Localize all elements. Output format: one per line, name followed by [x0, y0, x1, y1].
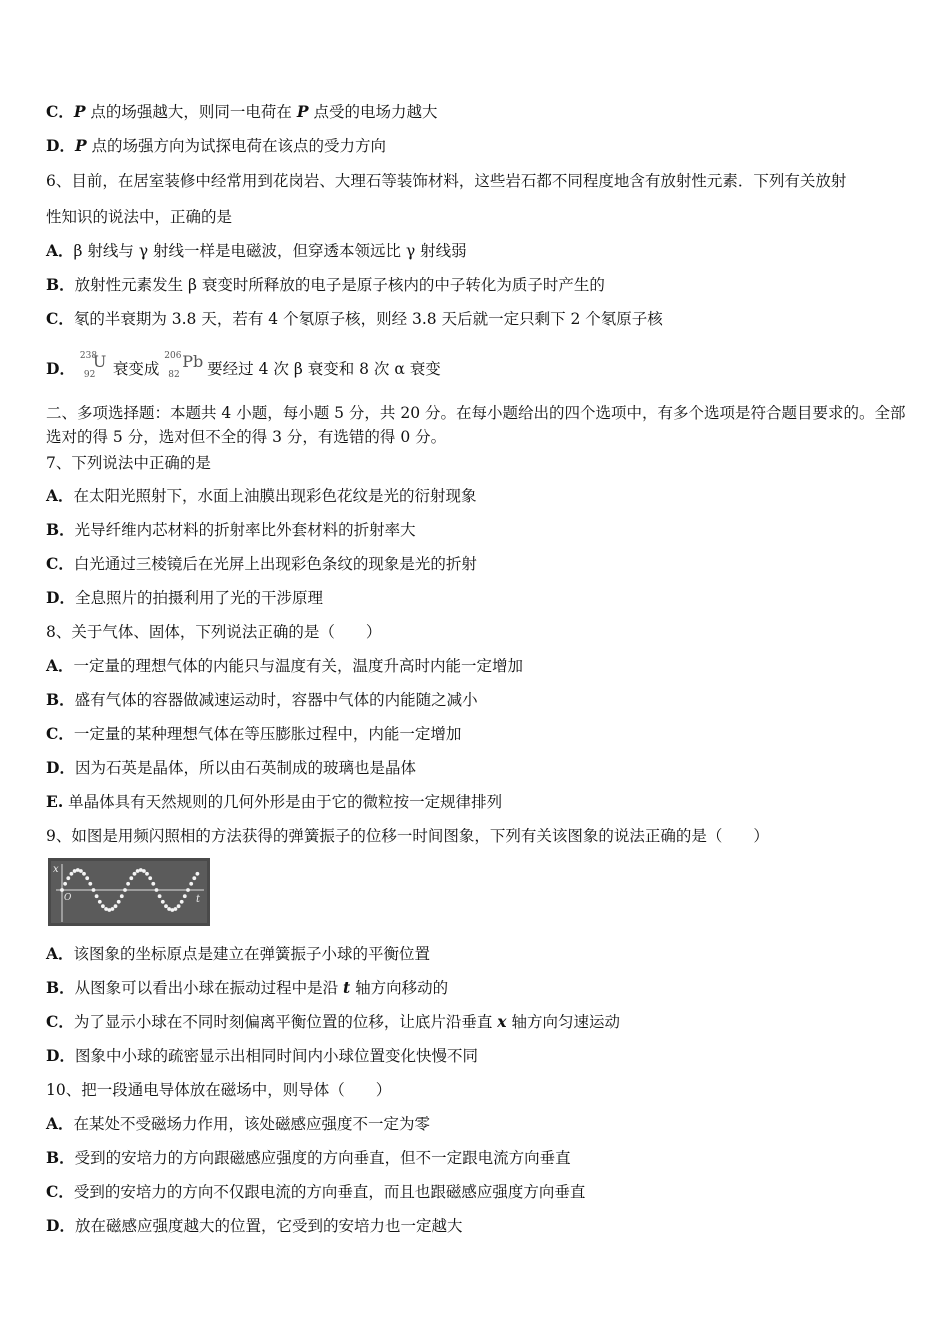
oscillator-dot [192, 876, 196, 880]
oscillator-dot [123, 888, 127, 892]
var-p: P [74, 136, 87, 155]
oscillator-dot [114, 904, 118, 908]
option-text: 点受的电场力越大 [308, 103, 438, 121]
q7-stem: 7、下列说法中正确的是 [46, 454, 211, 472]
q9-option-d [46, 1046, 478, 1066]
var-x: x [497, 1012, 507, 1031]
option-text: 从图象可以看出小球在振动过程中是沿 [74, 979, 344, 997]
option-text: 因为石英是晶体，所以由石英制成的玻璃也是晶体 [74, 759, 416, 777]
atomic-number: 92 [83, 370, 96, 380]
option-text: 全息照片的拍摄利用了光的干涉原理 [74, 589, 323, 607]
option-label: B． [46, 978, 75, 997]
oscillator-dot [164, 904, 168, 908]
q8-option-e [46, 792, 502, 812]
option-label: A． [46, 486, 74, 505]
q6-stem-line-2: 性知识的说法中，正确的是 [46, 208, 233, 226]
option-label: A． [46, 1114, 74, 1133]
q8-option-b [46, 690, 478, 710]
option-text: 盛有气体的容器做减速运动时，容器中气体的内能随之减小 [74, 691, 478, 709]
q6-option-b [46, 275, 605, 295]
option-text: 轴方向匀速运动 [506, 1013, 620, 1031]
nuclide-uranium [79, 351, 108, 380]
oscillator-dot [183, 894, 187, 898]
mass-number: 238 [79, 351, 98, 361]
q10-stem: 10、把一段通电导体放在磁场中，则导体（ ） [46, 1081, 392, 1099]
option-text: 氡的半衰期为 3.8 天，若有 4 个氡原子核，则经 3.8 天后就一定只剩下 2 个氡原子核 [73, 310, 663, 328]
oscillator-dot [63, 882, 67, 886]
q9-stem: 9、如图是用频闪照相的方法获得的弹簧振子的位移一时间图象，下列有关该图象的说法正确的是（ ） [46, 827, 769, 845]
option-label: C． [46, 554, 74, 573]
var-t: t [343, 978, 351, 997]
oscillator-dot [177, 904, 181, 908]
section-heading: 二、多项选择题：本题共 4 小题，每小题 5 分，共 20 分。在每小题给出的四个选项中，有多个选项是符合题目要求的。全部选对的得 5 分，选对但不全的得 3 分，有选错的得 0 分。 [46, 404, 906, 446]
option-label: C． [46, 1182, 74, 1201]
oscillator-dot [82, 872, 86, 876]
option-label: D． [46, 1216, 75, 1235]
q8-option-a [46, 656, 523, 676]
option-text: 单晶体具有天然规则的几何外形是由于它的微粒按一定规律排列 [63, 793, 503, 811]
option-label: B． [46, 690, 75, 709]
option-text: 放射性元素发生 β 衰变时所释放的电子是原子核内的中子转化为质子时产生的 [74, 276, 605, 294]
option-text: 点的场强越大，则同一电荷在 [85, 103, 297, 121]
oscillator-dot [145, 872, 149, 876]
option-label: A． [46, 944, 74, 963]
option-text: 点的场强方向为试探电荷在该点的受力方向 [86, 137, 387, 155]
q5-option-c [46, 102, 437, 122]
q9-option-a [46, 944, 430, 964]
option-label: A． [46, 241, 74, 260]
q5-option-d [46, 136, 386, 156]
q9-option-c [46, 1012, 620, 1032]
option-label: D． [46, 1046, 75, 1065]
nuclide-lead [164, 351, 204, 380]
option-label: D． [46, 136, 75, 155]
oscillator-dot [88, 882, 92, 886]
option-text: 一定量的理想气体的内能只与温度有关，温度升高时内能一定增加 [73, 657, 524, 675]
oscillator-dot [161, 900, 165, 904]
x-axis-label: x [53, 864, 59, 875]
oscillator-dot [129, 876, 133, 880]
option-label: D． [46, 758, 75, 777]
oscillator-dot [101, 904, 105, 908]
oscillator-dot [66, 876, 70, 880]
t-axis-label: t [196, 894, 201, 905]
oscillator-dot [174, 907, 178, 911]
origin-label: O [64, 893, 72, 903]
option-label: C． [46, 102, 74, 121]
q10-option-b [46, 1148, 571, 1168]
option-text: 该图象的坐标原点是建立在弹簧振子小球的平衡位置 [73, 945, 431, 963]
oscillator-dot [120, 894, 124, 898]
option-text: 在太阳光照射下，水面上油膜出现彩色花纹是光的衍射现象 [73, 487, 477, 505]
oscillator-dot [60, 888, 64, 892]
option-label: B． [46, 1148, 75, 1167]
oscillator-dot [151, 882, 155, 886]
spring-oscillator-graph [48, 858, 210, 926]
q10-option-d [46, 1216, 462, 1236]
option-text: β 射线与 γ 射线一样是电磁波，但穿透本领远比 γ 射线弱 [73, 242, 467, 260]
oscillator-dot [92, 888, 96, 892]
oscillator-dot [148, 876, 152, 880]
oscillator-dot [126, 882, 130, 886]
q8-option-c [46, 724, 461, 744]
option-text: 白光通过三棱镜后在光屏上出现彩色条纹的现象是光的折射 [73, 555, 477, 573]
oscillator-dot [180, 900, 184, 904]
option-text: 放在磁感应强度越大的位置，它受到的安培力也一定越大 [74, 1217, 463, 1235]
option-text: 为了显示小球在不同时刻偏离平衡位置的位移，让底片沿垂直 [73, 1013, 498, 1031]
option-text: 要经过 4 次 β 衰变和 8 次 α 衰变 [202, 360, 441, 378]
option-text: 受到的安培力的方向不仅跟电流的方向垂直，而且也跟磁感应强度方向垂直 [73, 1183, 586, 1201]
q7-option-c [46, 554, 477, 574]
oscillator-dot [117, 900, 121, 904]
q10-option-a [46, 1114, 430, 1134]
option-text: 在某处不受磁场力作用，该处磁感应强度不一定为零 [73, 1115, 431, 1133]
oscillator-dot [85, 876, 89, 880]
q6-option-c [46, 309, 663, 329]
oscillator-dot [133, 872, 137, 876]
oscillator-dot [142, 869, 146, 873]
q7-option-d [46, 588, 323, 608]
q9-option-b [46, 978, 448, 998]
var-p: P [296, 102, 309, 121]
oscillator-dot [196, 872, 200, 876]
oscillator-dot [95, 894, 99, 898]
q6-option-d [46, 351, 441, 380]
oscillator-dot [111, 907, 115, 911]
var-p: P [73, 102, 86, 121]
mass-number: 206 [164, 351, 182, 361]
q8-option-d [46, 758, 416, 778]
oscillator-dot [186, 888, 190, 892]
option-text: 轴方向移动的 [350, 979, 449, 997]
q7-option-b [46, 520, 416, 540]
oscillator-dot [189, 882, 193, 886]
option-text: 一定量的某种理想气体在等压膨胀过程中，内能一定增加 [73, 725, 462, 743]
option-label: B． [46, 275, 75, 294]
atomic-number: 82 [168, 370, 180, 380]
element-symbol: Pb [182, 352, 204, 371]
option-label: A． [46, 656, 74, 675]
option-text: 衰变成 [107, 360, 165, 378]
option-label: E. [46, 792, 64, 811]
oscillator-dot [158, 894, 162, 898]
q7-option-a [46, 486, 477, 506]
oscillator-dot [155, 888, 159, 892]
option-label: C． [46, 309, 74, 328]
oscillator-dot [70, 872, 74, 876]
q6-option-a [46, 241, 467, 261]
option-label: D． [46, 359, 75, 378]
option-label: D． [46, 588, 75, 607]
element-symbol: U [92, 352, 107, 371]
q8-stem: 8、关于气体、固体，下列说法正确的是（ ） [46, 623, 382, 641]
q6-stem-line-1: 6、目前，在居室装修中经常用到花岗岩、大理石等装饰材料，这些岩石都不同程度地含有放射性元素．下列有关放射 [46, 172, 847, 190]
oscillator-dot [79, 869, 83, 873]
option-text: 受到的安培力的方向跟磁感应强度的方向垂直，但不一定跟电流方向垂直 [74, 1149, 571, 1167]
option-label: B． [46, 520, 75, 539]
option-label: C． [46, 724, 74, 743]
option-text: 图象中小球的疏密显示出相同时间内小球位置变化快慢不同 [74, 1047, 478, 1065]
oscillator-dot [98, 900, 102, 904]
option-label: C． [46, 1012, 74, 1031]
option-text: 光导纤维内芯材料的折射率比外套材料的折射率大 [74, 521, 416, 539]
q10-option-c [46, 1182, 585, 1202]
